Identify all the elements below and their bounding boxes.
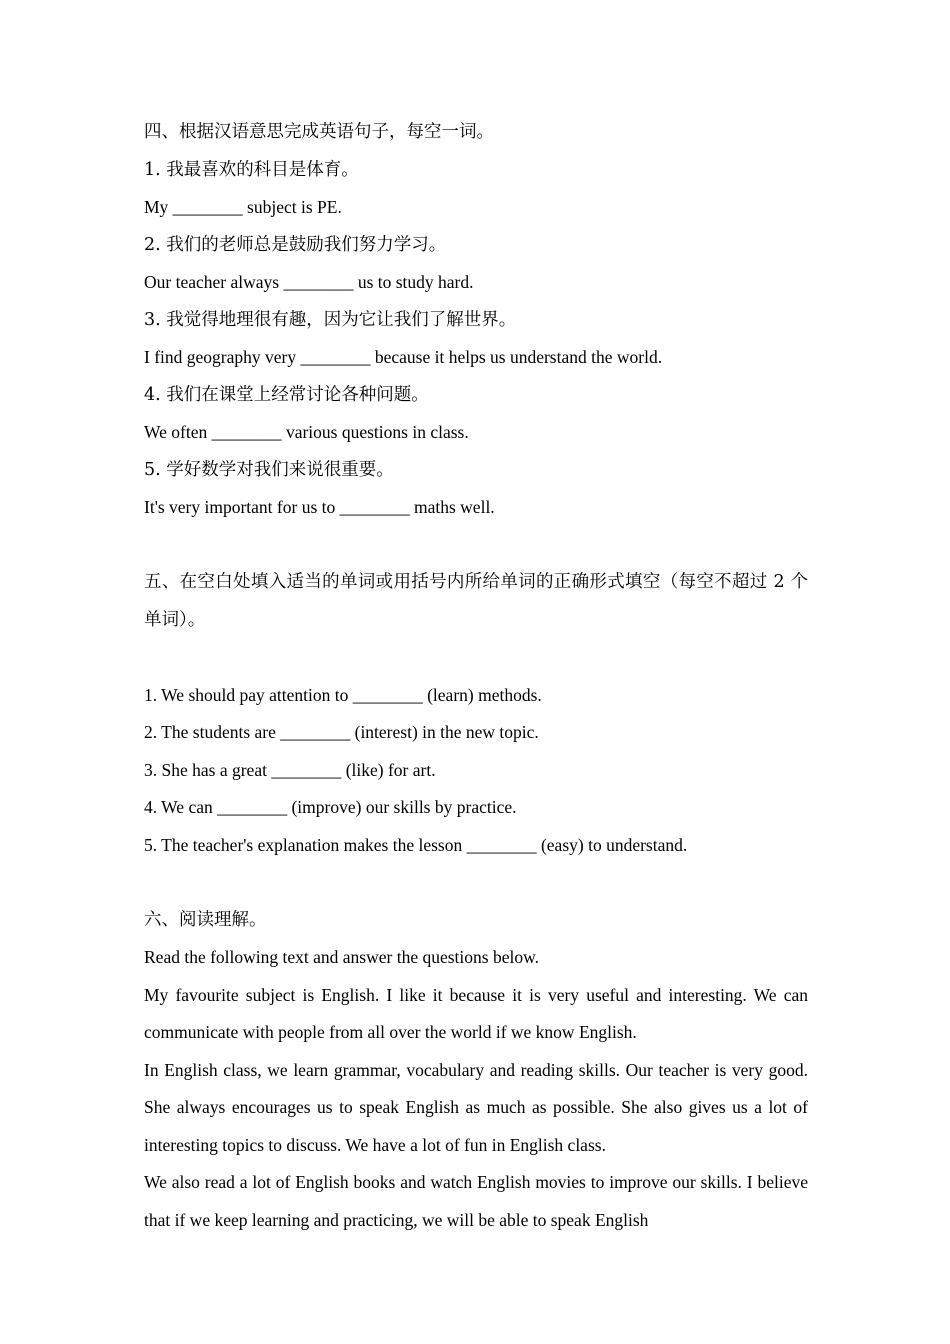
s6-paragraph-2: In English class, we learn grammar, vocabulary and reading skills. Our teacher is very good. She always encourages us to speak English as much as possible. She also gives us a lot of interesting topics to discuss. We have a lot of fun in English class. — [144, 1059, 808, 1155]
worksheet-content — [144, 114, 808, 1239]
s4-item-2-english: Our teacher always ________ us to study hard. — [144, 272, 474, 292]
s5-item-3: 3. She has a great ________ (like) for art. — [144, 759, 436, 780]
s4-item-4-chinese: 4. 我们在课堂上经常讨论各种问题。 — [144, 384, 429, 405]
s6-instruction: Read the following text and answer the questions below. — [144, 947, 539, 967]
s4-item-5-english: It's very important for us to ________ maths well. — [144, 497, 495, 517]
s5-item-1: 1. We should pay attention to ________ (learn) methods. — [144, 684, 542, 705]
section-6-heading: 六、阅读理解。 — [144, 909, 267, 930]
s6-paragraph-3: We also read a lot of English books and watch English movies to improve our skills. I believe that if we keep learning and practicing, we will be able to speak English — [144, 1172, 808, 1230]
s4-item-3-chinese: 3. 我觉得地理很有趣，因为它让我们了解世界。 — [144, 309, 517, 330]
section-4-heading: 四、根据汉语意思完成英语句子，每空一词。 — [144, 122, 494, 142]
section-spacer — [144, 527, 808, 565]
s4-item-3-english: I find geography very ________ because it helps us understand the world. — [144, 347, 663, 367]
section-spacer — [144, 639, 808, 677]
s4-item-4-english: We often ________ various questions in class. — [144, 422, 469, 442]
s4-item-1-chinese: 1. 我最喜欢的科目是体育。 — [144, 159, 359, 180]
s5-item-5: 5. The teacher's explanation makes the lesson ________ (easy) to understand. — [144, 834, 688, 855]
s4-item-5-chinese: 5. 学好数学对我们来说很重要。 — [144, 459, 394, 480]
section-spacer — [144, 864, 808, 902]
s4-item-1-english: My ________ subject is PE. — [144, 197, 342, 217]
s6-paragraph-1: My favourite subject is English. I like it because it is very useful and interesting. We can communicate with people from all over the world if we know English. — [144, 984, 808, 1042]
section-5-heading: 五、在空白处填入适当的单词或用括号内所给单词的正确形式填空（每空不超过 2 个单词）。 — [144, 572, 808, 630]
s5-item-2: 2. The students are ________ (interest) in the new topic. — [144, 722, 539, 742]
s5-item-4: 4. We can ________ (improve) our skills by practice. — [144, 797, 517, 817]
s4-item-2-chinese: 2. 我们的老师总是鼓励我们努力学习。 — [144, 234, 447, 255]
